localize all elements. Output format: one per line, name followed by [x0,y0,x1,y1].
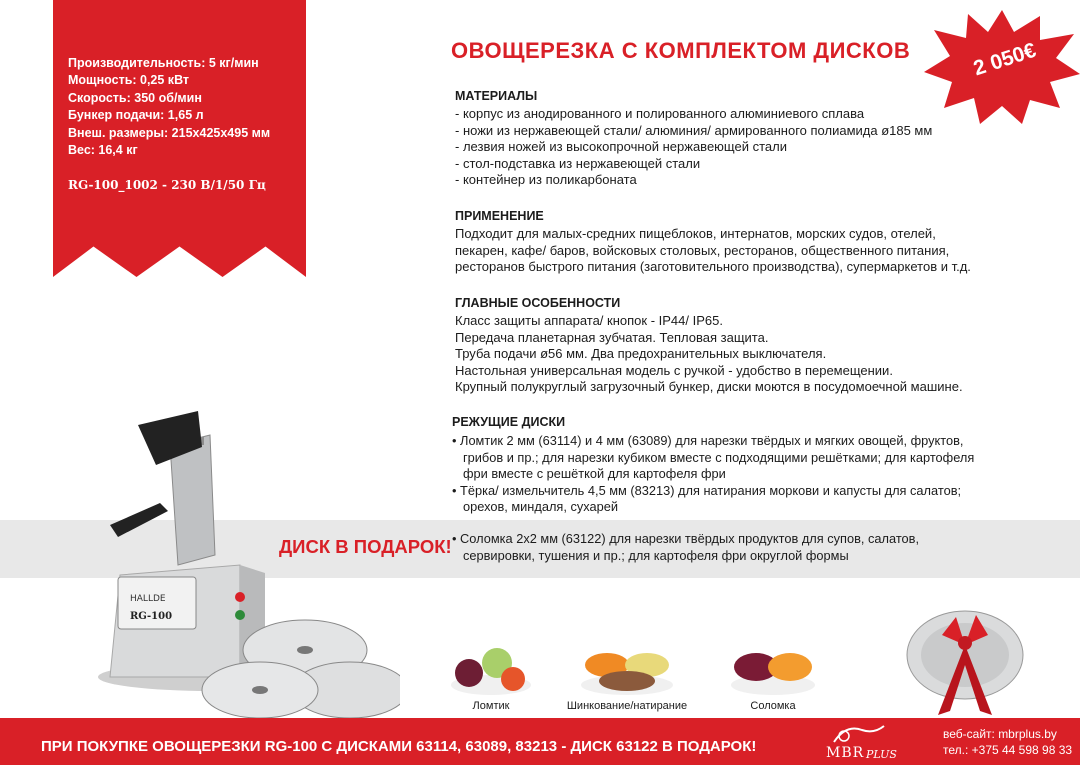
julienne-vegetables-image [728,637,818,697]
vegetable-cutter-machine-image [90,405,400,723]
footer-contacts [943,726,1072,758]
text-line: орехов, миндаля, сухарей [463,499,619,515]
logo-name: MBR [826,745,865,761]
text-line: • Тёрка/ измельчитель 4,5 мм (83213) для натирания моркови и капусты для салатов; [452,482,962,498]
spec-line: Мощность: 0,25 кВт [68,73,190,88]
text-line: фри вместе с решёткой для картофеля фри [463,466,726,482]
text-span: Соломка 2х2 мм (63122) для нарезки твёрдых продуктов для супов, салатов, [460,531,920,546]
spec-model: RG-100_1002 - 230 В/1/50 Гц [68,178,266,192]
text-line: сервировки, тушения и пр.; для картофеля фри округлой формы [463,547,849,563]
spec-line: Вес: 16,4 кг [68,143,138,158]
list-item: - ножи из нержавеющей стали/ алюминия/ армированного полиамида ø185 мм [455,123,932,140]
text-line: ресторанов быстрого питания (заготовительного производства), супермаркетов и т.д. [455,259,971,275]
spec-line: Бункер подачи: 1,65 л [68,108,204,123]
spec-line: Внеш. размеры: 215х425х495 мм [68,125,271,140]
text-line: • Ломтик 2 мм (63114) и 4 мм (63089) для нарезки твёрдых и мягких овощей, фруктов, [452,433,964,448]
materials-heading: МАТЕРИАЛЫ [455,89,538,103]
text-line: грибов и пр.; для нарезки кубиком вместе с подходящими решётками; для картофеля [463,449,975,465]
discs-list [452,433,974,516]
logo-script: PLUS [866,748,897,761]
list-item: - корпус из анодированного и полированного алюминиевого сплава [455,106,932,123]
application-text [455,226,971,276]
phone-number[interactable]: тел.: +375 44 598 98 33 [943,743,1073,757]
text-span: Тёрка/ измельчитель 4,5 мм (83213) для натирания моркови и капусты для салатов; [460,482,962,498]
page-title: ОВОЩЕРЕЗКА С КОМПЛЕКТОМ ДИСКОВ [451,38,911,63]
text-line: Класс защиты аппарата/ кнопок - IP44/ IP65. [455,313,723,328]
price-tag: 2 050€ [970,38,1039,81]
list-item: - контейнер из поликарбоната [455,172,932,189]
features-text [455,313,963,396]
disc-item-solomka [452,531,919,564]
disc-item-terka [452,483,974,516]
text-line: Крупный полукруглый загрузочный бункер, диски моются в посудомоечной машине. [455,379,963,395]
veg-caption: Шинкование/натирание [566,700,688,712]
disc-item-lomtik [452,433,974,483]
materials-list [455,106,932,189]
spec-list [68,55,303,159]
veg-caption: Ломтик [472,700,510,712]
text-line: Настольная универсальная модель с ручкой - удобство в перемещении. [455,362,893,378]
application-heading: ПРИМЕНЕНИЕ [455,209,544,223]
shredded-vegetables-image [577,635,677,697]
veg-caption: Соломка [750,700,796,712]
machine-model-label: RG-100 [130,611,173,622]
gift-label: ДИСК В ПОДАРОК! [279,536,452,557]
text-line: • Соломка 2х2 мм (63122) для нарезки твёрдых продуктов для супов, салатов, [452,531,920,546]
list-item: - лезвия ножей из высокопрочной нержавеющей стали [455,139,932,156]
text-line: Труба подачи ø56 мм. Два предохранительных выключателя. [455,346,827,362]
gift-disc-with-bow-image [902,605,1028,717]
mbr-lion-logo-icon [824,722,894,746]
sliced-vegetables-image [447,635,535,697]
text-line: Передача планетарная зубчатая. Тепловая защита. [455,329,769,345]
text-line: пекарен, кафе/ баров, войсковых столовых, ресторанов, общественного питания, [455,242,950,258]
discs-heading: РЕЖУЩИЕ ДИСКИ [452,415,566,429]
machine-brand-label: HALLDE [130,594,166,604]
text-line: Подходит для малых-средних пищеблоков, интернатов, морских судов, отелей, [455,226,936,241]
website-link[interactable]: веб-сайт: mbrplus.by [943,727,1057,741]
text-span: Ломтик 2 мм (63114) и 4 мм (63089) для нарезки твёрдых и мягких овощей, фруктов, [460,433,964,448]
footer-promo: ПРИ ПОКУПКЕ ОВОЩЕРЕЗКИ RG-100 С ДИСКАМИ 63114, 63089, 83213 - ДИСК 63122 В ПОДАРОК! [41,738,757,755]
features-heading: ГЛАВНЫЕ ОСОБЕННОСТИ [455,296,621,310]
spec-line: Скорость: 350 об/мин [68,90,202,105]
list-item: - стол-подставка из нержавеющей стали [455,156,932,173]
spec-line: Производительность: 5 кг/мин [68,56,259,70]
